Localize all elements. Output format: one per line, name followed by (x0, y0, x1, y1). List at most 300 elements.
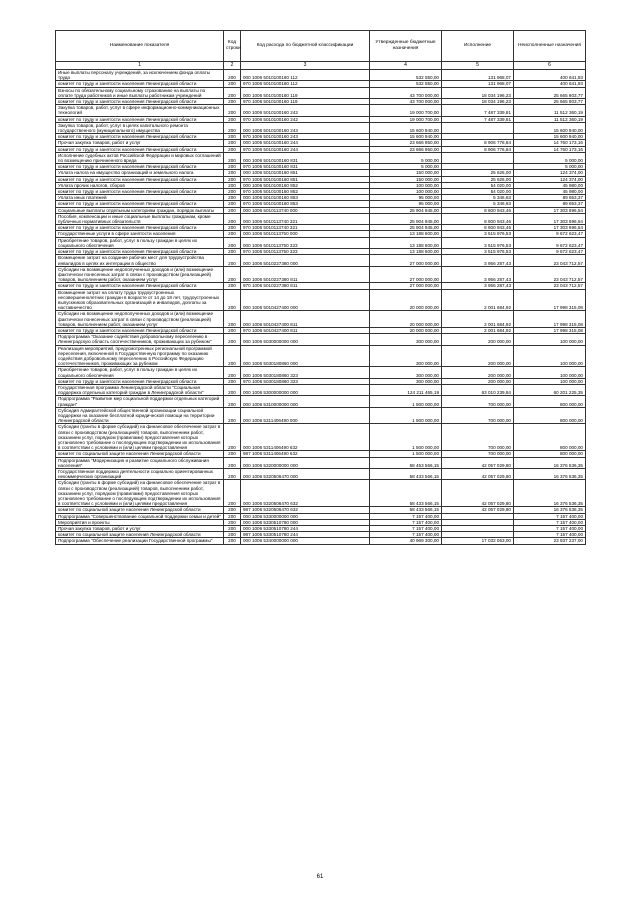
approved-amount: 1 500 000,00 (370, 396, 442, 407)
approved-amount: 25 904 945,00 (370, 225, 442, 231)
indicator-name: Уплата прочих налогов, сборов (56, 182, 224, 188)
row-code: 200 (224, 480, 241, 507)
header-budget-classification: Код расхода по бюджетной классификации (241, 31, 370, 62)
row-code: 200 (224, 249, 241, 255)
executed-amount (442, 122, 514, 133)
approved-amount: 23 666 950,00 (370, 140, 442, 146)
indicator-name: Иные выплаты персоналу учреждений, за исключением фонда оплаты труда (56, 70, 224, 81)
approved-amount: 58 453 566,15 (370, 457, 442, 468)
indicator-name: Субсидии (гранты в форме субсидий) на финансовое обеспечение затрат в связи с производством (реализацией) товаров, выполнением работ, оказанием услуг, порядком (правилами) предоставления которых установлено требование о последующем подтверждении их использования в соответствии с условиями и (или) целями предоставления (56, 480, 224, 507)
approved-amount: 23 666 950,00 (370, 146, 442, 152)
budget-code: 970 1006 5010227380 811 (241, 283, 370, 289)
indicator-name: комитет по социальной защите населения Ленинградской области (56, 451, 224, 457)
budget-code: 970 1006 5010100160 242 (241, 116, 370, 122)
budget-code: 000 1006 5010100160 243 (241, 122, 370, 133)
executed-amount: 7 487 339,81 (442, 105, 514, 116)
approved-amount: 25 904 945,00 (370, 207, 442, 213)
row-code: 200 (224, 526, 241, 532)
indicator-name: Прочая закупка товаров, работ и услуг (56, 140, 224, 146)
indicator-name: комитет по социальной защите населения Ленинградской области (56, 532, 224, 538)
budget-code: 000 1006 5010100160 853 (241, 195, 370, 201)
column-numbers-row (56, 62, 586, 70)
row-code: 200 (224, 451, 241, 457)
approved-amount: 15 600 940,00 (370, 134, 442, 140)
unexecuted-amount: 9 672 623,47 (514, 249, 586, 255)
table-row (56, 407, 586, 424)
indicator-name: Уплата налога на имущество организаций и земельного налога (56, 170, 224, 176)
table-row (56, 311, 586, 328)
unexecuted-amount: 800 000,00 (514, 396, 586, 407)
row-code: 200 (224, 81, 241, 87)
row-code: 200 (224, 176, 241, 182)
budget-code: 970 1006 5010100160 851 (241, 176, 370, 182)
approved-amount: 532 550,00 (370, 70, 442, 81)
budget-code: 000 1006 5010100160 112 (241, 70, 370, 81)
approved-amount: 27 000 000,00 (370, 283, 442, 289)
indicator-name: комитет по труду и занятости населения Ленинградской области (56, 146, 224, 152)
budget-code: 970 1006 5010100160 853 (241, 201, 370, 207)
row-code: 200 (224, 105, 241, 116)
row-code: 200 (224, 507, 241, 513)
budget-code: 970 1006 5010113750 323 (241, 249, 370, 255)
executed-amount: 700 000,00 (442, 424, 514, 451)
row-code: 200 (224, 378, 241, 384)
approved-amount: 13 188 600,00 (370, 249, 442, 255)
unexecuted-amount: 17 998 315,08 (514, 289, 586, 311)
indicator-name: Социальные выплаты отдельным категориям граждан, порядок выплаты (56, 207, 224, 213)
unexecuted-amount: 7 157 400,00 (514, 519, 586, 525)
row-code: 200 (224, 134, 241, 140)
executed-amount: 8 600 943,46 (442, 225, 514, 231)
indicator-name: комитет по труду и занятости населения Ленинградской области (56, 249, 224, 255)
table-row (56, 105, 586, 116)
unexecuted-amount: 17 303 696,54 (514, 207, 586, 213)
approved-amount: 27 000 000,00 (370, 266, 442, 283)
row-code: 200 (224, 87, 241, 98)
unexecuted-amount: 124 374,00 (514, 176, 586, 182)
row-code: 200 (224, 182, 241, 188)
budget-code: 987 1006 5320506470 632 (241, 507, 370, 513)
header-indicator-name: Наименование показателя (56, 31, 224, 62)
table-row (56, 152, 586, 163)
indicator-name: Подпрограмма "Совершенствование социальной поддержки семьи и детей" (56, 513, 224, 519)
executed-amount: 18 034 196,23 (442, 99, 514, 105)
row-code: 200 (224, 396, 241, 407)
executed-amount: 25 626,00 (442, 170, 514, 176)
unexecuted-amount: 17 998 315,08 (514, 327, 586, 333)
executed-amount: 2 001 684,92 (442, 311, 514, 328)
approved-amount: 43 700 000,00 (370, 99, 442, 105)
approved-amount: 20 000 000,00 (370, 327, 442, 333)
approved-amount: 20 000 000,00 (370, 289, 442, 311)
unexecuted-amount: 89 653,37 (514, 195, 586, 201)
table-row (56, 255, 586, 266)
budget-code: 000 1006 5010227380 000 (241, 255, 370, 266)
header-row-code: Код строки (224, 31, 241, 62)
executed-amount: 700 000,00 (442, 407, 514, 424)
approved-amount: 58 433 566,15 (370, 469, 442, 480)
indicator-name: Взносы по обязательному социальному страхованию на выплаты по оплате труда работников и иные выплаты работникам учреждений (56, 87, 224, 98)
unexecuted-amount: 23 043 712,57 (514, 255, 586, 266)
approved-amount: 7 157 400,00 (370, 513, 442, 519)
budget-code: 970 1006 5010100160 244 (241, 146, 370, 152)
indicator-name: комитет по труду и занятости населения Ленинградской области (56, 283, 224, 289)
table-row (56, 538, 586, 544)
indicator-name: Субсидия Адмиралтейской общественной организации социальной поддержки на оказание бесплатной юридической помощи на территории Ленинградской области (56, 407, 224, 424)
budget-code: 000 1006 5340000000 000 (241, 538, 370, 544)
row-code: 200 (224, 170, 241, 176)
indicator-name: Исполнение судебных актов Российской Федерации и мировых соглашений по возмещению причиненного вреда (56, 152, 224, 163)
approved-amount: 58 433 566,15 (370, 480, 442, 507)
row-code: 200 (224, 116, 241, 122)
indicator-name: комитет по труду и занятости населения Ленинградской области (56, 201, 224, 207)
indicator-name: Субсидии на возмещение недополученных доходов и (или) возмещение фактически понесенных затрат в связи с производством (реализацией) товаров, выполнением работ, оказанием услуг (56, 266, 224, 283)
budget-code: 000 1006 5330510780 244 (241, 526, 370, 532)
executed-amount: 131 968,07 (442, 81, 514, 87)
budget-code: 000 1006 5300000000 000 (241, 384, 370, 395)
approved-amount: 1 500 000,00 (370, 407, 442, 424)
budget-code: 000 1006 5010100160 119 (241, 87, 370, 98)
row-code: 200 (224, 231, 241, 237)
unexecuted-amount: 100 000,00 (514, 367, 586, 378)
budget-code: 000 1006 5310000000 000 (241, 396, 370, 407)
approved-amount: 150 000,00 (370, 176, 442, 182)
header-unexecuted: Неисполненные назначения (514, 31, 586, 62)
row-code: 200 (224, 122, 241, 133)
row-code: 200 (224, 146, 241, 152)
table-row (56, 424, 586, 451)
executed-amount: 3 515 976,53 (442, 249, 514, 255)
table-row (56, 289, 586, 311)
unexecuted-amount: 60 201 225,35 (514, 384, 586, 395)
row-code: 200 (224, 424, 241, 451)
indicator-name: Прочая закупка товаров, работ и услуг (56, 526, 224, 532)
approved-amount: 300 000,00 (370, 345, 442, 367)
indicator-name: Мероприятия и проекты (56, 519, 224, 525)
budget-code: 000 1006 5010113750 323 (241, 237, 370, 248)
approved-amount: 27 000 000,00 (370, 255, 442, 266)
budget-code: 000 1006 5030180860 000 (241, 345, 370, 367)
budget-code: 000 1006 5010100160 244 (241, 140, 370, 146)
unexecuted-amount: 23 937 237,00 (514, 538, 586, 544)
approved-amount: 15 600 940,00 (370, 122, 442, 133)
table-row (56, 213, 586, 224)
indicator-name: Субсидии на возмещение недополученных доходов и (или) возмещение фактически понесенных затрат в связи с производством (реализацией) товаров, выполнением работ, оказанием услуг (56, 311, 224, 328)
unexecuted-amount: 124 374,00 (514, 170, 586, 176)
table-row (56, 396, 586, 407)
indicator-name: Возмещение затрат на оплату труда трудоустроенных несовершеннолетних граждан в возрасте от 14 до 18 лет, трудоустроенных выпускников образовательных организаций и инвалидов, доплаты за наставничество (56, 289, 224, 311)
executed-amount: 8 906 776,84 (442, 140, 514, 146)
approved-amount: 300 000,00 (370, 367, 442, 378)
row-code: 200 (224, 70, 241, 81)
column-number: 3 (241, 62, 370, 70)
unexecuted-amount: 17 303 696,54 (514, 225, 586, 231)
column-number: 5 (442, 62, 514, 70)
unexecuted-amount: 16 376 536,35 (514, 457, 586, 468)
table-row (56, 384, 586, 395)
row-code: 200 (224, 207, 241, 213)
budget-execution-table (55, 30, 586, 545)
indicator-name: Приобретение товаров, работ, услуг в пользу граждан в целях их социального обеспечения (56, 237, 224, 248)
budget-code: 000 1006 5010113750 000 (241, 231, 370, 237)
approved-amount: 1 500 000,00 (370, 451, 442, 457)
unexecuted-amount: 14 760 173,16 (514, 146, 586, 152)
approved-amount: 124 211 465,19 (370, 384, 442, 395)
unexecuted-amount: 17 303 696,54 (514, 213, 586, 224)
report-page (55, 30, 585, 545)
column-number: 2 (224, 62, 241, 70)
executed-amount: 18 034 196,23 (442, 87, 514, 98)
unexecuted-amount: 800 000,00 (514, 407, 586, 424)
unexecuted-amount: 100 000,00 (514, 378, 586, 384)
row-code: 200 (224, 513, 241, 519)
budget-code: 000 1006 5010113740 000 (241, 207, 370, 213)
budget-code: 000 1006 5010100160 831 (241, 152, 370, 163)
budget-code: 987 1006 5311406490 632 (241, 451, 370, 457)
budget-code: 000 1006 5030000000 000 (241, 334, 370, 345)
unexecuted-amount: 400 641,93 (514, 81, 586, 87)
row-code: 200 (224, 195, 241, 201)
unexecuted-amount: 14 760 173,16 (514, 140, 586, 146)
unexecuted-amount: 9 672 623,47 (514, 231, 586, 237)
unexecuted-amount: 7 157 400,00 (514, 526, 586, 532)
unexecuted-amount: 25 665 803,77 (514, 99, 586, 105)
unexecuted-amount: 100 000,00 (514, 334, 586, 345)
approved-amount: 20 000 000,00 (370, 311, 442, 328)
unexecuted-amount: 800 000,00 (514, 451, 586, 457)
executed-amount: 700 000,00 (442, 396, 514, 407)
unexecuted-amount: 89 653,37 (514, 201, 586, 207)
executed-amount: 200 000,00 (442, 367, 514, 378)
row-code: 200 (224, 189, 241, 195)
indicator-name: Приобретение товаров, работ, услуг в пользу граждан в целях их социального обеспечения (56, 367, 224, 378)
budget-code: 000 1006 5330000000 000 (241, 513, 370, 519)
approved-amount: 58 433 566,15 (370, 507, 442, 513)
executed-amount: 700 000,00 (442, 451, 514, 457)
row-code: 200 (224, 213, 241, 224)
executed-amount: 3 515 976,53 (442, 231, 514, 237)
budget-code: 970 1006 5010100160 119 (241, 99, 370, 105)
budget-code: 000 1006 5010113740 321 (241, 213, 370, 224)
column-number: 6 (514, 62, 586, 70)
unexecuted-amount: 100 000,00 (514, 345, 586, 367)
unexecuted-amount: 5 000,00 (514, 152, 586, 163)
executed-amount: 42 057 029,80 (442, 507, 514, 513)
indicator-name: комитет по труду и занятости населения Ленинградской области (56, 225, 224, 231)
row-code: 200 (224, 469, 241, 480)
indicator-name: Закупка товаров, работ, услуг в сфере информационно-коммуникационных технологий (56, 105, 224, 116)
indicator-name: комитет по труду и занятости населения Ленинградской области (56, 164, 224, 170)
indicator-name: комитет по труду и занятости населения Ленинградской области (56, 134, 224, 140)
indicator-name: Субсидии (гранты в форме субсидий) на финансовое обеспечение затрат в связи с производством (реализацией) товаров, выполнением работ, оказанием услуг, порядком (правилами) предоставления которых установлено требование о последующем подтверждении их использования в соответствии с условиями и (или) целями предоставления (56, 424, 224, 451)
executed-amount: 42 057 029,80 (442, 480, 514, 507)
budget-code: 970 1006 5010100160 831 (241, 164, 370, 170)
approved-amount: 40 969 300,00 (370, 538, 442, 544)
executed-amount: 63 010 239,84 (442, 384, 514, 395)
column-number: 1 (56, 62, 224, 70)
indicator-name: комитет по труду и занятости населения Ленинградской области (56, 327, 224, 333)
indicator-name: комитет по труду и занятости населения Ленинградской области (56, 81, 224, 87)
indicator-name: Подпрограмма "Обеспечение реализации Государственной программы" (56, 538, 224, 544)
budget-code: 000 1006 5010427400 000 (241, 289, 370, 311)
indicator-name: Подпрограмма "Оказание содействия добровольному переселению в Ленинградскую область соотечественников, проживающих за рубежом" (56, 334, 224, 345)
executed-amount: 3 956 287,43 (442, 255, 514, 266)
unexecuted-amount: 16 376 536,35 (514, 507, 586, 513)
row-code: 200 (224, 225, 241, 231)
budget-code: 000 1006 5320000000 000 (241, 457, 370, 468)
budget-code: 000 1006 5010100160 242 (241, 105, 370, 116)
row-code: 200 (224, 289, 241, 311)
executed-amount: 2 001 684,92 (442, 289, 514, 311)
unexecuted-amount: 7 157 400,00 (514, 513, 586, 519)
executed-amount: 42 057 029,80 (442, 469, 514, 480)
approved-amount: 300 000,00 (370, 334, 442, 345)
indicator-name: Реализация мероприятий, предусмотренных региональной программой переселения, включенной в Государственную программу по оказанию содействия добровольному переселению в Российскую Федерацию соотечественников, проживающих за рубежом (56, 345, 224, 367)
approved-amount: 1 500 000,00 (370, 424, 442, 451)
executed-amount: 8 600 943,46 (442, 213, 514, 224)
executed-amount: 5 346,63 (442, 195, 514, 201)
table-row (56, 87, 586, 98)
executed-amount: 8 600 943,46 (442, 207, 514, 213)
unexecuted-amount: 15 600 940,00 (514, 134, 586, 140)
table-row (56, 367, 586, 378)
header-row (56, 31, 586, 62)
indicator-name: комитет по труду и занятости населения Ленинградской области (56, 99, 224, 105)
row-code: 200 (224, 255, 241, 266)
approved-amount: 5 000,00 (370, 152, 442, 163)
approved-amount: 13 188 600,00 (370, 231, 442, 237)
budget-code: 000 1006 5010227380 811 (241, 266, 370, 283)
approved-amount: 25 904 945,00 (370, 213, 442, 224)
row-code: 200 (224, 266, 241, 283)
table-row (56, 122, 586, 133)
budget-code: 000 1006 5330510780 000 (241, 519, 370, 525)
indicator-name: Государственная поддержка деятельности социально ориентированных некоммерческих организаций (56, 469, 224, 480)
header-executed: Исполнение (442, 31, 514, 62)
row-code: 200 (224, 164, 241, 170)
table-row (56, 469, 586, 480)
row-code: 200 (224, 311, 241, 328)
executed-amount: 17 032 063,00 (442, 538, 514, 544)
approved-amount: 300 000,00 (370, 378, 442, 384)
column-number: 4 (370, 62, 442, 70)
indicator-name: Подпрограмма "Развитие мер социальной поддержки отдельных категорий граждан" (56, 396, 224, 407)
budget-code: 000 1006 5010427400 811 (241, 311, 370, 328)
table-row (56, 334, 586, 345)
row-code: 200 (224, 237, 241, 248)
budget-code: 000 1006 5311406490 632 (241, 424, 370, 451)
table-row (56, 345, 586, 367)
indicator-name: Подпрограмма "Модернизация и развитие социального обслуживания населения" (56, 457, 224, 468)
approved-amount: 19 000 700,00 (370, 116, 442, 122)
unexecuted-amount: 11 512 360,19 (514, 116, 586, 122)
budget-code: 000 1006 5311406490 000 (241, 407, 370, 424)
executed-amount (442, 152, 514, 163)
row-code: 200 (224, 367, 241, 378)
approved-amount: 150 000,00 (370, 170, 442, 176)
table-row (56, 237, 586, 248)
row-code: 200 (224, 327, 241, 333)
unexecuted-amount: 9 672 623,47 (514, 237, 586, 248)
indicator-name: Государственная программа Ленинградской области "Социальная поддержка отдельных категорий граждан в Ленинградской области" (56, 384, 224, 395)
approved-amount: 95 000,00 (370, 201, 442, 207)
row-code: 200 (224, 407, 241, 424)
approved-amount: 100 000,00 (370, 189, 442, 195)
page-number: 61 (316, 874, 324, 880)
indicator-name: комитет по социальной защите населения Ленинградской области (56, 507, 224, 513)
approved-amount: 43 700 000,00 (370, 87, 442, 98)
row-code: 200 (224, 532, 241, 538)
unexecuted-amount: 23 043 712,57 (514, 266, 586, 283)
executed-amount: 25 626,00 (442, 176, 514, 182)
table-row (56, 70, 586, 81)
header-approved: Утвержденные бюджетные назначения (370, 31, 442, 62)
executed-amount: 5 346,63 (442, 201, 514, 207)
approved-amount: 532 550,00 (370, 81, 442, 87)
executed-amount: 131 968,07 (442, 70, 514, 81)
row-code: 200 (224, 152, 241, 163)
approved-amount: 100 000,00 (370, 182, 442, 188)
unexecuted-amount: 7 157 400,00 (514, 532, 586, 538)
budget-code: 970 1006 5010113740 321 (241, 225, 370, 231)
unexecuted-amount: 45 980,00 (514, 189, 586, 195)
budget-code: 000 1006 5320506470 000 (241, 469, 370, 480)
budget-code: 970 1006 5010427400 811 (241, 327, 370, 333)
indicator-name: комитет по труду и занятости населения Ленинградской области (56, 116, 224, 122)
budget-code: 987 1006 5330510780 244 (241, 532, 370, 538)
row-code: 200 (224, 345, 241, 367)
budget-code: 000 1006 5030180860 323 (241, 367, 370, 378)
executed-amount: 2 001 684,92 (442, 327, 514, 333)
table-row (56, 457, 586, 468)
executed-amount: 3 956 287,43 (442, 283, 514, 289)
table-body (56, 70, 586, 545)
budget-code: 970 1006 5010100160 112 (241, 81, 370, 87)
unexecuted-amount: 25 665 803,77 (514, 87, 586, 98)
indicator-name: Закупка товаров, работ, услуг в целях капитального ремонта государственного (муниципального) имущества (56, 122, 224, 133)
row-code: 200 (224, 384, 241, 395)
indicator-name: комитет по труду и занятости населения Ленинградской области (56, 189, 224, 195)
budget-code: 000 1006 5320506470 632 (241, 480, 370, 507)
approved-amount: 19 000 700,00 (370, 105, 442, 116)
approved-amount: 7 157 400,00 (370, 519, 442, 525)
unexecuted-amount: 11 512 360,19 (514, 105, 586, 116)
indicator-name: Государственные услуги в сфере занятости населения (56, 231, 224, 237)
executed-amount: 200 000,00 (442, 345, 514, 367)
row-code: 200 (224, 334, 241, 345)
unexecuted-amount: 23 043 712,57 (514, 283, 586, 289)
approved-amount: 7 157 400,00 (370, 532, 442, 538)
unexecuted-amount: 800 000,00 (514, 424, 586, 451)
unexecuted-amount: 45 980,00 (514, 182, 586, 188)
executed-amount: 54 020,00 (442, 182, 514, 188)
unexecuted-amount: 15 600 940,00 (514, 122, 586, 133)
executed-amount: 42 057 029,80 (442, 457, 514, 468)
row-code: 200 (224, 140, 241, 146)
indicator-name: комитет по труду и занятости населения Ленинградской области (56, 176, 224, 182)
executed-amount: 3 515 976,53 (442, 237, 514, 248)
executed-amount: 7 487 339,81 (442, 116, 514, 122)
unexecuted-amount: 16 376 536,35 (514, 480, 586, 507)
indicator-name: Уплата иных платежей (56, 195, 224, 201)
approved-amount: 5 000,00 (370, 164, 442, 170)
row-code: 200 (224, 201, 241, 207)
approved-amount: 13 188 600,00 (370, 237, 442, 248)
indicator-name: Возмещение затрат на создание рабочих мест для трудоустройства инвалидов в целях их интеграции в общество (56, 255, 224, 266)
budget-code: 970 1006 5010100160 243 (241, 134, 370, 140)
indicator-name: комитет по труду и занятости населения Ленинградской области (56, 378, 224, 384)
approved-amount: 95 000,00 (370, 195, 442, 201)
